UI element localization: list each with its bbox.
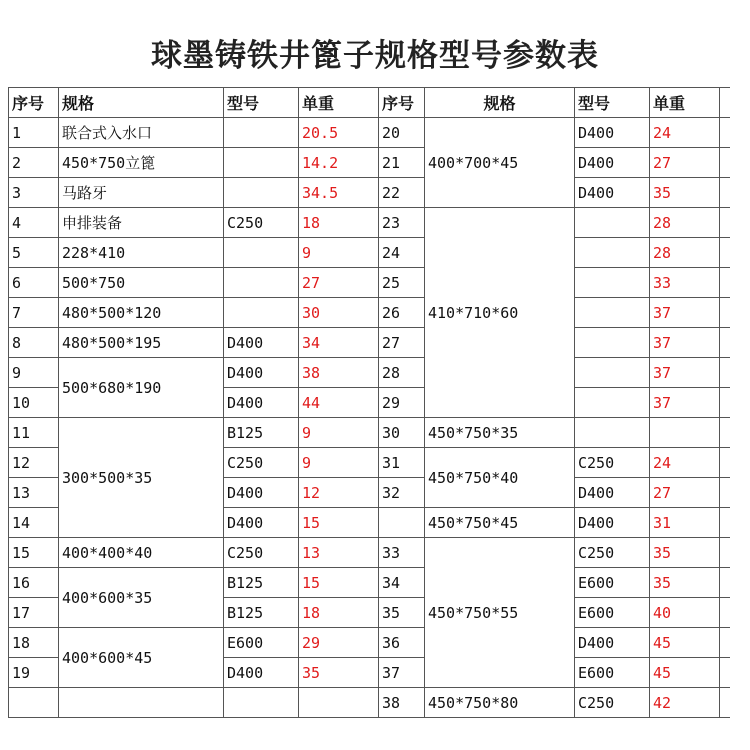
row-model-right [575, 328, 650, 358]
row-model-right: C250 [575, 688, 650, 718]
row-spec-right: 400*700*45 [425, 118, 575, 208]
row-weight: 34.5 [299, 178, 379, 208]
header-spec-right: 规格 [425, 88, 575, 118]
cutoff-cell [720, 568, 730, 598]
cutoff-cell [720, 238, 730, 268]
row-index: 7 [9, 298, 59, 328]
row-model-right [575, 388, 650, 418]
row-spec: 400*600*35 [59, 568, 224, 628]
row-weight-right: 35 [650, 538, 720, 568]
row-model-right: D400 [575, 118, 650, 148]
header-weight-right: 单重 [650, 88, 720, 118]
row-spec-right: 450*750*55 [425, 538, 575, 688]
row-index-right: 21 [379, 148, 425, 178]
header-index-right: 序号 [379, 88, 425, 118]
cutoff-cell [720, 328, 730, 358]
table-row [9, 268, 730, 298]
header-model-right: 型号 [575, 88, 650, 118]
row-model [224, 688, 299, 718]
cutoff-cell [720, 688, 730, 718]
row-index: 5 [9, 238, 59, 268]
row-weight-right: 37 [650, 328, 720, 358]
row-model-right [575, 418, 650, 448]
row-model-right [575, 358, 650, 388]
row-model: E600 [224, 628, 299, 658]
cutoff-cell [720, 358, 730, 388]
row-index-right: 34 [379, 568, 425, 598]
row-index-right: 26 [379, 298, 425, 328]
row-spec: 500*750 [59, 268, 224, 298]
cutoff-cell [720, 478, 730, 508]
table-row [9, 358, 730, 388]
row-model: D400 [224, 478, 299, 508]
cutoff-cell [720, 88, 730, 118]
row-model-right: D400 [575, 178, 650, 208]
row-weight: 18 [299, 598, 379, 628]
row-weight: 14.2 [299, 148, 379, 178]
row-model: C250 [224, 448, 299, 478]
row-index-right: 23 [379, 208, 425, 238]
row-index: 18 [9, 628, 59, 658]
table-row [9, 148, 730, 178]
cutoff-cell [720, 298, 730, 328]
row-weight: 34 [299, 328, 379, 358]
row-model [224, 118, 299, 148]
cutoff-cell [720, 418, 730, 448]
row-spec: 申排装备 [59, 208, 224, 238]
row-index: 2 [9, 148, 59, 178]
row-index-right: 32 [379, 478, 425, 508]
row-model-right [575, 268, 650, 298]
row-weight: 15 [299, 508, 379, 538]
row-weight-right: 31 [650, 508, 720, 538]
row-index-right: 27 [379, 328, 425, 358]
row-model-right [575, 238, 650, 268]
row-index: 14 [9, 508, 59, 538]
row-weight-right [650, 418, 720, 448]
row-index-right: 28 [379, 358, 425, 388]
table-row [9, 328, 730, 358]
row-weight-right: 37 [650, 388, 720, 418]
row-index: 6 [9, 268, 59, 298]
row-index: 11 [9, 418, 59, 448]
row-spec: 300*500*35 [59, 418, 224, 538]
row-spec [59, 688, 224, 718]
row-spec: 联合式入水口 [59, 118, 224, 148]
row-model: D400 [224, 658, 299, 688]
row-model-right: D400 [575, 628, 650, 658]
row-weight-right: 40 [650, 598, 720, 628]
row-spec-right: 450*750*45 [425, 508, 575, 538]
row-index-right: 29 [379, 388, 425, 418]
cutoff-cell [720, 538, 730, 568]
row-spec: 228*410 [59, 238, 224, 268]
row-index-right: 30 [379, 418, 425, 448]
row-index-right: 24 [379, 238, 425, 268]
table-row [9, 178, 730, 208]
row-model [224, 268, 299, 298]
row-model: B125 [224, 598, 299, 628]
row-weight: 15 [299, 568, 379, 598]
row-index-right: 33 [379, 538, 425, 568]
row-weight-right: 45 [650, 658, 720, 688]
row-model-right: E600 [575, 568, 650, 598]
row-index-right: 38 [379, 688, 425, 718]
cutoff-cell [720, 388, 730, 418]
page-title: 球墨铸铁井篦子规格型号参数表 [151, 38, 599, 74]
row-model: D400 [224, 508, 299, 538]
row-weight: 18 [299, 208, 379, 238]
row-model: D400 [224, 358, 299, 388]
row-weight: 9 [299, 418, 379, 448]
header-index: 序号 [9, 88, 59, 118]
row-model-right [575, 298, 650, 328]
row-model: B125 [224, 568, 299, 598]
cutoff-cell [720, 178, 730, 208]
row-model-right: C250 [575, 448, 650, 478]
row-index: 8 [9, 328, 59, 358]
row-weight-right: 35 [650, 178, 720, 208]
table-row [9, 298, 730, 328]
row-model-right: D400 [575, 478, 650, 508]
row-weight-right: 33 [650, 268, 720, 298]
cutoff-cell [720, 448, 730, 478]
row-index-right [379, 508, 425, 538]
row-model [224, 178, 299, 208]
row-spec: 400*400*40 [59, 538, 224, 568]
cutoff-cell [720, 598, 730, 628]
row-model: D400 [224, 388, 299, 418]
row-model: B125 [224, 418, 299, 448]
row-spec: 400*600*45 [59, 628, 224, 688]
row-weight: 30 [299, 298, 379, 328]
row-model-right: D400 [575, 148, 650, 178]
row-weight-right: 42 [650, 688, 720, 718]
row-weight: 27 [299, 268, 379, 298]
row-index-right: 22 [379, 178, 425, 208]
header-row [9, 88, 730, 118]
row-weight [299, 688, 379, 718]
row-index: 3 [9, 178, 59, 208]
table-row [9, 208, 730, 238]
row-weight-right: 24 [650, 448, 720, 478]
row-weight: 9 [299, 448, 379, 478]
row-spec: 480*500*120 [59, 298, 224, 328]
row-spec: 马路牙 [59, 178, 224, 208]
row-model: C250 [224, 538, 299, 568]
row-model [224, 298, 299, 328]
table-row [9, 238, 730, 268]
row-index: 10 [9, 388, 59, 418]
row-index: 13 [9, 478, 59, 508]
row-model [224, 148, 299, 178]
row-weight: 12 [299, 478, 379, 508]
row-index-right: 31 [379, 448, 425, 478]
row-spec-right: 450*750*40 [425, 448, 575, 508]
row-index: 17 [9, 598, 59, 628]
row-model-right: E600 [575, 658, 650, 688]
row-model-right [575, 208, 650, 238]
table-row [9, 118, 730, 148]
header-weight: 单重 [299, 88, 379, 118]
table-row [9, 418, 730, 448]
cutoff-cell [720, 658, 730, 688]
row-weight: 9 [299, 238, 379, 268]
cutoff-cell [720, 208, 730, 238]
row-weight: 13 [299, 538, 379, 568]
row-weight: 44 [299, 388, 379, 418]
row-spec: 480*500*195 [59, 328, 224, 358]
row-weight-right: 28 [650, 208, 720, 238]
row-index: 4 [9, 208, 59, 238]
row-model-right: D400 [575, 508, 650, 538]
row-weight-right: 37 [650, 298, 720, 328]
row-index-right: 36 [379, 628, 425, 658]
row-spec: 500*680*190 [59, 358, 224, 418]
row-weight-right: 27 [650, 148, 720, 178]
row-weight-right: 28 [650, 238, 720, 268]
cutoff-cell [720, 268, 730, 298]
header-spec: 规格 [59, 88, 224, 118]
row-index [9, 688, 59, 718]
row-index: 1 [9, 118, 59, 148]
row-weight: 20.5 [299, 118, 379, 148]
header-model: 型号 [224, 88, 299, 118]
row-spec-right: 450*750*35 [425, 418, 575, 448]
row-weight: 29 [299, 628, 379, 658]
row-spec-right: 450*750*80 [425, 688, 575, 718]
row-weight-right: 24 [650, 118, 720, 148]
row-model-right: E600 [575, 598, 650, 628]
row-index: 19 [9, 658, 59, 688]
row-weight-right: 37 [650, 358, 720, 388]
row-weight-right: 27 [650, 478, 720, 508]
row-model [224, 238, 299, 268]
table-row [9, 688, 730, 718]
row-model-right: C250 [575, 538, 650, 568]
row-index: 15 [9, 538, 59, 568]
row-weight-right: 35 [650, 568, 720, 598]
row-weight: 35 [299, 658, 379, 688]
table-row [9, 538, 730, 568]
row-weight: 38 [299, 358, 379, 388]
cutoff-cell [720, 508, 730, 538]
cutoff-cell [720, 148, 730, 178]
table-row [9, 568, 730, 598]
row-spec: 450*750立篦 [59, 148, 224, 178]
cutoff-cell [720, 118, 730, 148]
row-index-right: 37 [379, 658, 425, 688]
row-index-right: 35 [379, 598, 425, 628]
spec-table [8, 87, 730, 718]
row-index: 9 [9, 358, 59, 388]
table-row [9, 628, 730, 658]
row-index-right: 20 [379, 118, 425, 148]
row-index-right: 25 [379, 268, 425, 298]
row-spec-right: 410*710*60 [425, 208, 575, 418]
row-index: 16 [9, 568, 59, 598]
cutoff-cell [720, 628, 730, 658]
row-model: C250 [224, 208, 299, 238]
row-weight-right: 45 [650, 628, 720, 658]
row-index: 12 [9, 448, 59, 478]
bottom-fade [0, 722, 750, 750]
row-model: D400 [224, 328, 299, 358]
